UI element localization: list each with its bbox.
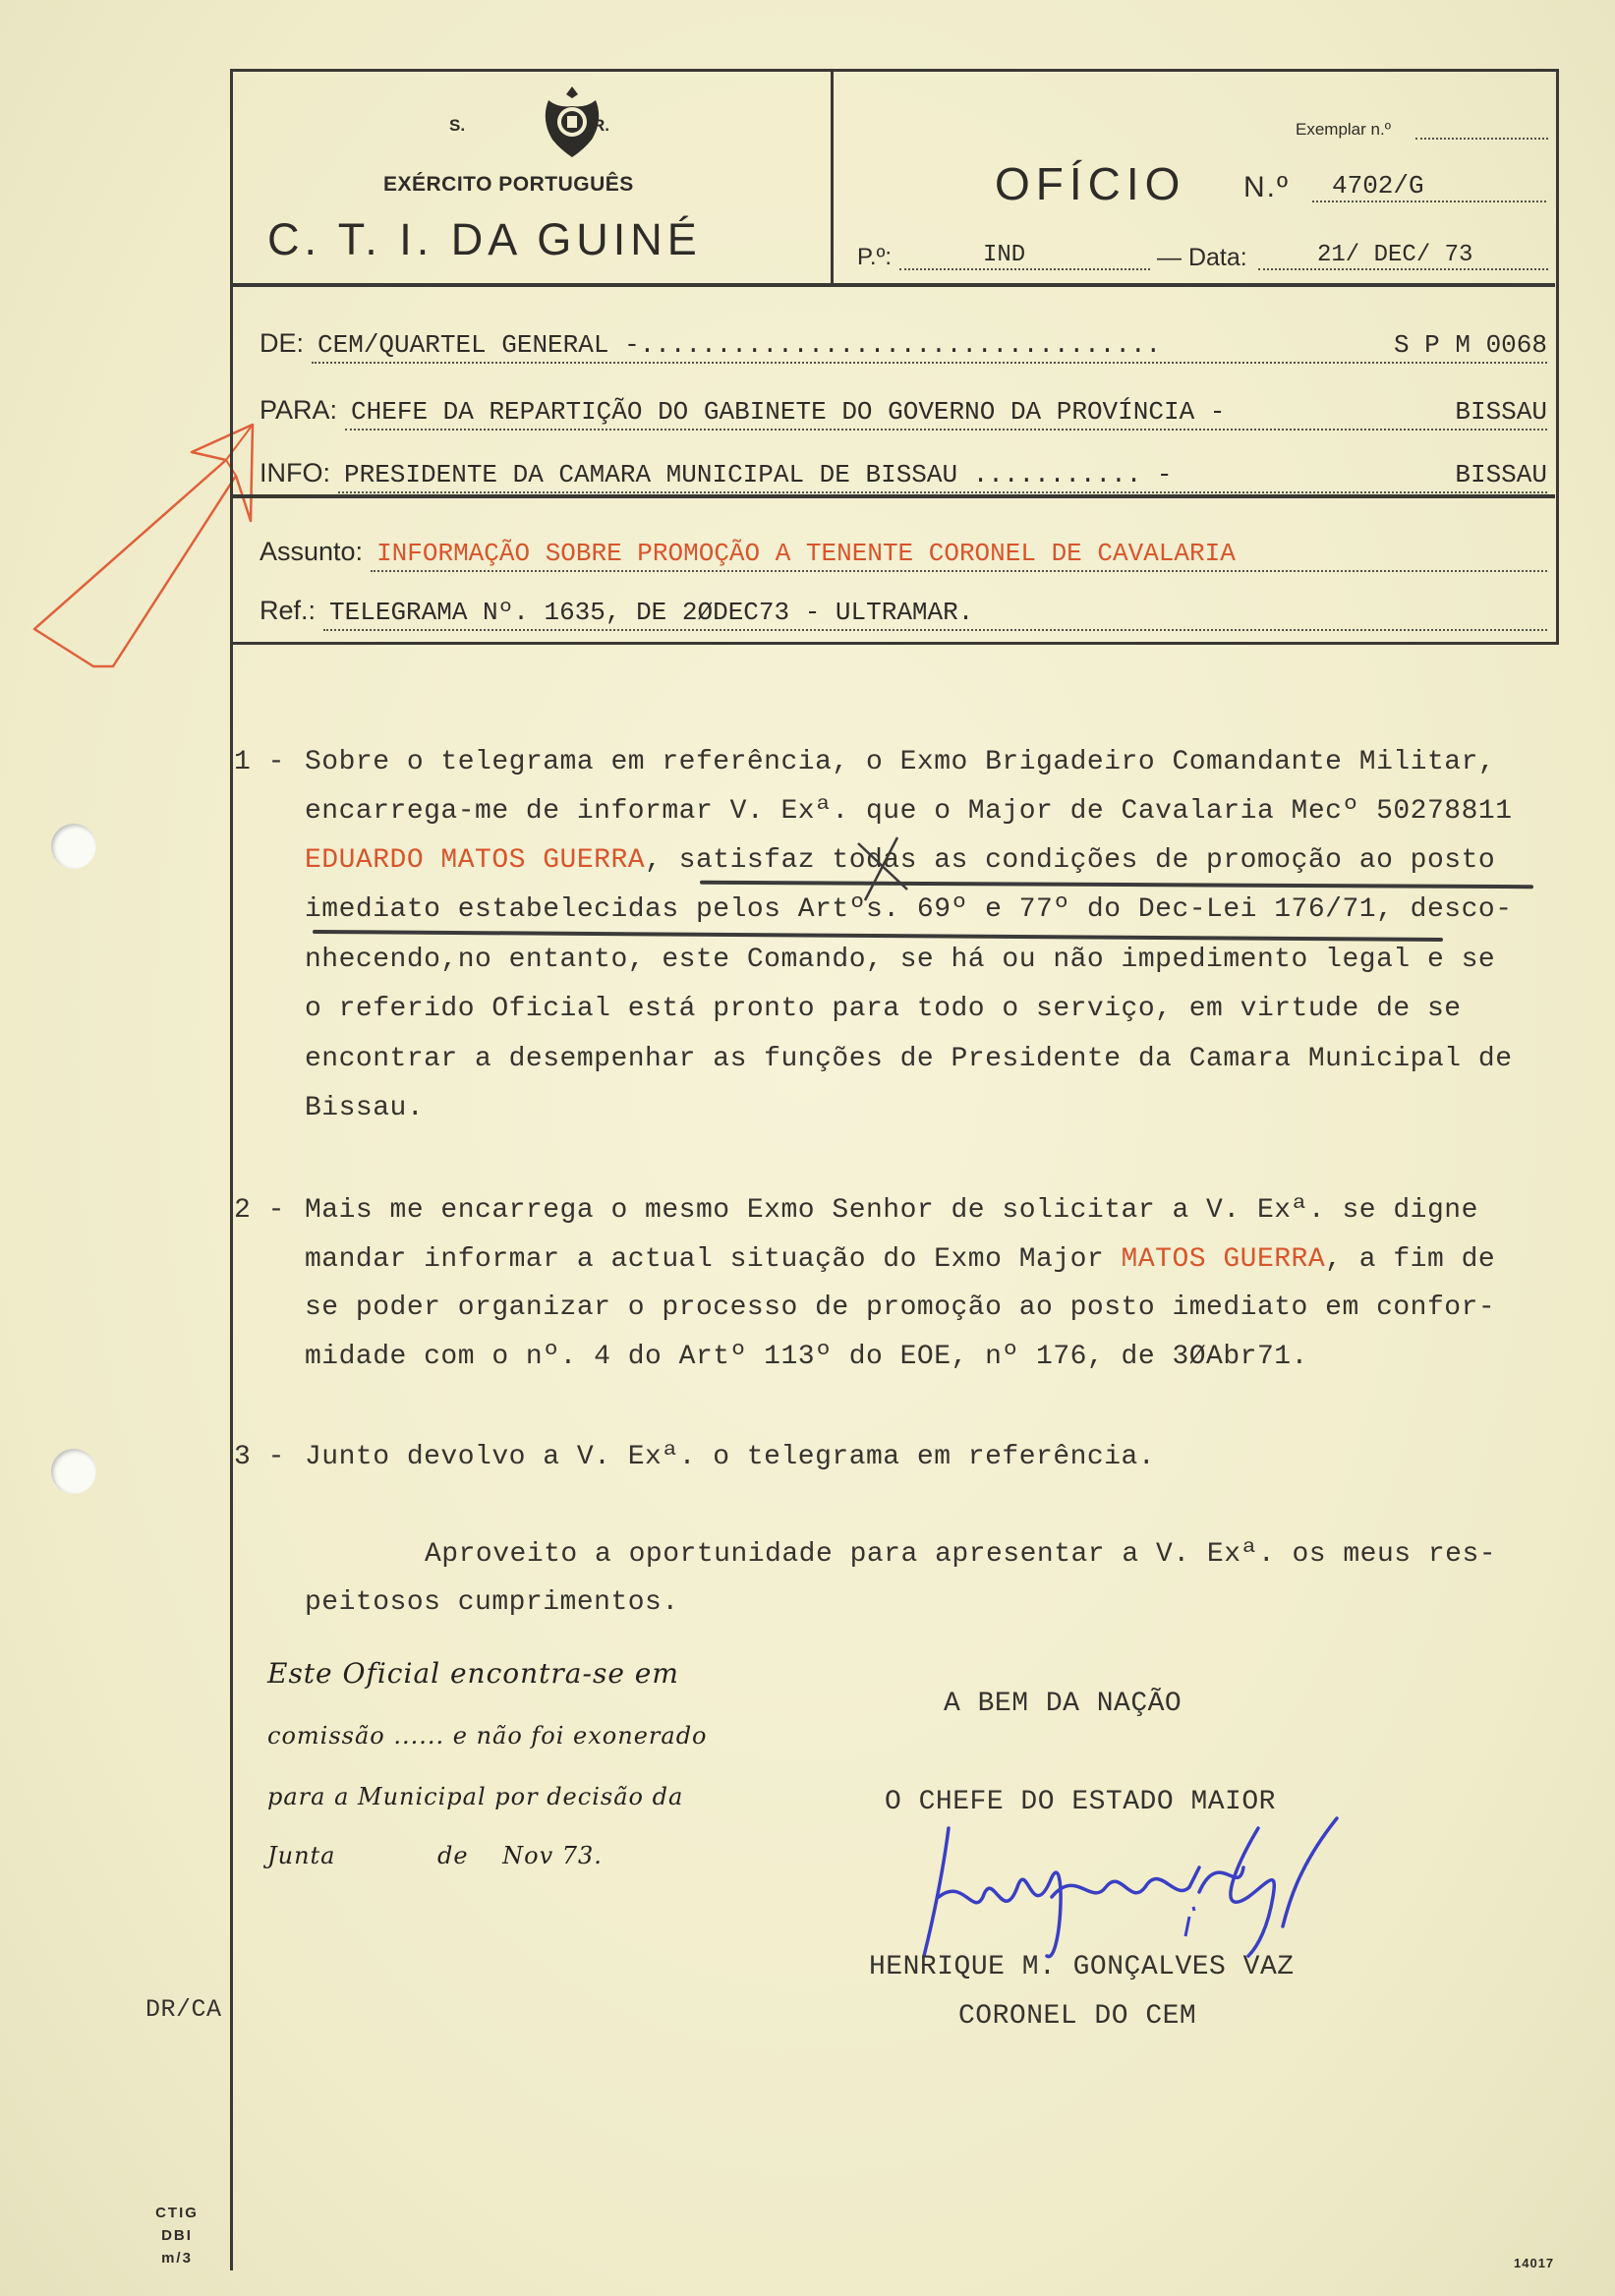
paragraph-2-line-b: , a fim de xyxy=(1325,1244,1496,1275)
field-ref xyxy=(260,596,1547,631)
de-value: CEM/QUARTEL GENERAL -.................................. xyxy=(317,330,1162,360)
date-year: / 73 xyxy=(1415,242,1473,268)
field-info xyxy=(260,458,1547,493)
number-label: N.º xyxy=(1243,171,1290,203)
p-value: IND xyxy=(899,242,1150,270)
assunto-label: Assunto: xyxy=(260,537,364,566)
paragraph-1-line: nhecendo,no entanto, este Comando, se há ou não impedimento legal e se xyxy=(305,945,1496,975)
officer-name: EDUARDO MATOS GUERRA xyxy=(305,845,646,876)
paragraph-1-line: Bissau. xyxy=(305,1093,425,1123)
de-label: DE: xyxy=(260,328,305,358)
ref-value-line xyxy=(323,598,1547,631)
form-code-line: DBI xyxy=(161,2227,193,2244)
punch-hole xyxy=(51,1449,96,1494)
para-value-line xyxy=(345,397,1547,430)
document-number: 4702/G xyxy=(1312,171,1546,202)
organization-name: EXÉRCITO PORTUGUÊS xyxy=(383,173,634,196)
print-number: 14017 xyxy=(1514,2256,1555,2270)
punch-hole xyxy=(51,824,96,869)
info-city: BISSAU xyxy=(1455,460,1547,489)
exemplar-field[interactable] xyxy=(1415,118,1548,140)
unit-name: C. T. I. DA GUINÉ xyxy=(267,214,702,264)
paragraph-2-line: se poder organizar o processo de promoção ao posto imediato em confor- xyxy=(305,1292,1496,1323)
header-divider xyxy=(232,494,1555,498)
paragraph-3-line: Junto devolvo a V. Exª. o telegrama em referência. xyxy=(305,1442,1156,1472)
form-code-line: CTIG xyxy=(155,2205,199,2221)
date-day: 21/ xyxy=(1317,242,1360,268)
assunto-value: INFORMAÇÃO SOBRE PROMOÇÃO A TENENTE CORONEL DE CAVALARIA xyxy=(376,539,1236,568)
handwritten-note-line: para a Municipal por decisão da xyxy=(267,1783,684,1810)
paragraph-2-line: Mais me encarrega o mesmo Exmo Senhor de solicitar a V. Exª. se digne xyxy=(305,1195,1478,1226)
date-label: — Data: xyxy=(1157,244,1247,271)
typist-initials: DR/CA xyxy=(145,1995,222,2024)
paragraph-1-line: encarrega-me de informar V. Exª. que o Major de Cavalaria Mecº 50278811 xyxy=(305,796,1513,827)
date-month: DEC xyxy=(1373,242,1416,268)
handwritten-note-line: comissão ...... e não foi exonerado xyxy=(267,1722,708,1750)
handwritten-note-line: Junta de Nov 73. xyxy=(267,1842,603,1869)
motto: A BEM DA NAÇÃO xyxy=(944,1689,1182,1719)
paragraph-2-number: 2 - xyxy=(234,1195,285,1226)
paragraph-1-line: o referido Oficial está pronto para todo o serviço, em virtude de se xyxy=(305,994,1462,1024)
handwritten-note-line: Este Oficial encontra-se em xyxy=(267,1657,679,1690)
para-value: CHEFE DA REPARTIÇÃO DO GABINETE DO GOVERNO DA PROVÍNCIA - xyxy=(351,397,1226,427)
closing-line: Aproveito a oportunidade para apresentar a V. Exª. os meus res- xyxy=(425,1539,1497,1570)
assunto-value-line xyxy=(371,539,1547,572)
form-code-line: m/3 xyxy=(161,2250,193,2267)
para-label: PARA: xyxy=(260,395,338,425)
closing-line: peitosos cumprimentos. xyxy=(305,1587,679,1618)
signatory-rank: CORONEL DO CEM xyxy=(958,2001,1197,2032)
paragraph-1-line: encontrar a desempenhar as funções de Presidente da Camara Municipal de xyxy=(305,1044,1513,1074)
header-divider-vertical xyxy=(831,71,834,285)
margin-rule xyxy=(230,639,233,2270)
ref-value: TELEGRAMA Nº. 1635, DE 2ØDEC73 - ULTRAMAR. xyxy=(329,598,974,627)
paragraph-2-line xyxy=(305,1244,1495,1275)
paragraph-2-line: midade com o nº. 4 do Artº 113º do EOE, nº 176, de 3ØAbr71. xyxy=(305,1342,1308,1372)
paragraph-1-number: 1 - xyxy=(234,747,285,777)
signatory-title: O CHEFE DO ESTADO MAIOR xyxy=(885,1787,1276,1817)
paragraph-1-line: Sobre o telegrama em referência, o Exmo Brigadeiro Comandante Militar, xyxy=(305,747,1496,777)
field-de xyxy=(260,328,1547,364)
p-label: P.º: xyxy=(857,244,893,270)
handwritten-strikeout xyxy=(853,835,912,904)
para-city: BISSAU xyxy=(1455,397,1547,427)
crest-letter-r: R. xyxy=(593,116,609,135)
info-value: PRESIDENTE DA CAMARA MUNICIPAL DE BISSAU ........... - xyxy=(344,460,1173,489)
info-label: INFO: xyxy=(260,458,330,488)
paragraph-3-number: 3 - xyxy=(234,1442,285,1472)
exemplar-label: Exemplar n.º xyxy=(1296,120,1391,139)
header-divider xyxy=(232,283,1555,287)
field-assunto xyxy=(260,537,1547,572)
document-type: OFÍCIO xyxy=(995,158,1186,209)
de-spm: S P M 0068 xyxy=(1393,330,1547,360)
crest-letter-s: S. xyxy=(449,116,466,135)
officer-name-short: MATOS GUERRA xyxy=(1121,1244,1326,1275)
paragraph-2-line-a: mandar informar a actual situação do Exmo Major xyxy=(305,1244,1122,1275)
form-code xyxy=(147,2202,206,2269)
signatory-name: HENRIQUE M. GONÇALVES VAZ xyxy=(869,1952,1295,1982)
info-value-line xyxy=(338,460,1547,493)
date-value xyxy=(1258,242,1548,270)
ref-label: Ref.: xyxy=(260,596,317,625)
field-para xyxy=(260,395,1547,430)
de-value-line xyxy=(312,330,1547,364)
paragraph-1-line-rest: , satisfaz todas as condições de promoção ao posto xyxy=(645,845,1496,876)
paragraph-1-line: imediato estabelecidas pelos Artºs. 69º e 77º do Dec-Lei 176/71, desco- xyxy=(305,894,1513,925)
signature-mark xyxy=(904,1808,1356,1966)
